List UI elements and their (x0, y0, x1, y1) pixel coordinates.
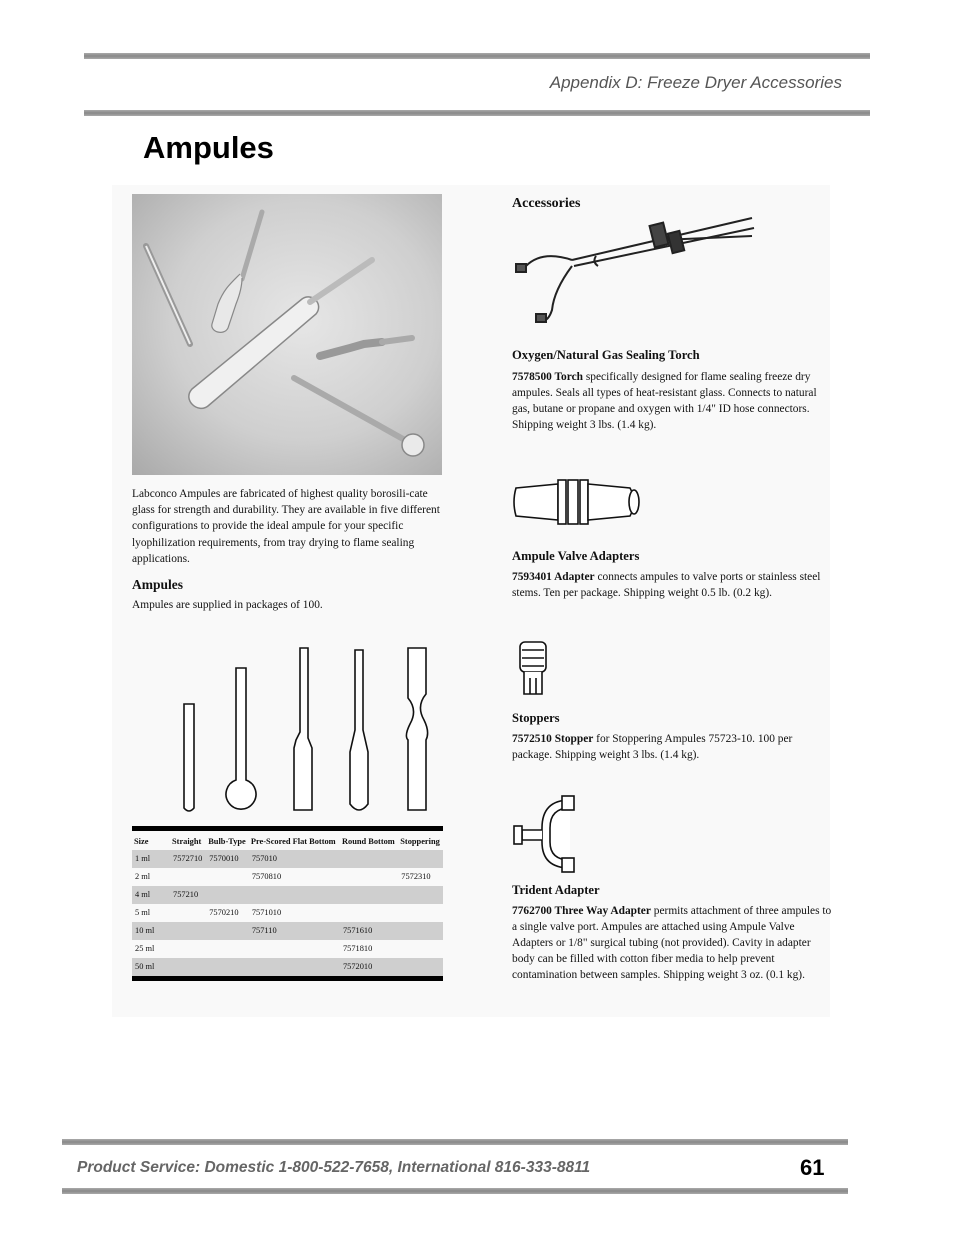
table-row (132, 868, 443, 886)
table-cell: 4 ml (132, 886, 170, 904)
table-cell (340, 850, 398, 868)
table-row (132, 886, 443, 904)
table-cell (206, 922, 249, 940)
table-cell (340, 868, 398, 886)
section-header: Appendix D: Freeze Dryer Accessories (549, 73, 842, 92)
table-cell: 757110 (249, 922, 340, 940)
sealing-torch-illustration (512, 210, 762, 335)
torch-description (512, 369, 832, 433)
table-cell: 757210 (170, 886, 206, 904)
ampule-types-illustration (132, 640, 444, 820)
table-cell: 7571810 (342, 944, 373, 953)
table-cell: 757010 (249, 850, 340, 868)
table-cell (398, 904, 443, 922)
table-cell (170, 868, 206, 886)
torch-part-number: 7578500 Torch (512, 371, 583, 383)
trident-text: permits attachment of three ampules to a single valve port. Ampules are attached using Ampule Valve Adapters or 1/8" surgical tubing (not provided). Cavity in adapter body can be filled with cotton fiber media to help prevent contamination between samples. Shipping weight 3 oz. (0.1 kg). (512, 905, 832, 981)
table-header-cell: Pre-Scored Flat Bottom (250, 837, 336, 846)
table-cell (398, 958, 443, 979)
table-cell: 7571010 (251, 908, 282, 917)
table-row (132, 850, 443, 868)
table-cell: 7570810 (251, 872, 282, 881)
table-cell: 2 ml (135, 872, 151, 881)
header-rule-bottom (84, 110, 870, 116)
table-cell (170, 940, 206, 958)
adapter-text: connects ampules to valve ports or stainless steel stems. Ten per package. Shipping weight 0.5 lb. (0.2 kg). (512, 571, 821, 599)
table-row (132, 958, 443, 979)
table-cell: 10 ml (132, 922, 170, 940)
table-cell: 5 ml (135, 908, 151, 917)
table-header-cell: Size (134, 837, 149, 846)
adapter-description (512, 569, 832, 601)
table-cell (206, 886, 249, 904)
table-row (132, 940, 443, 958)
torch-heading: Oxygen/Natural Gas Sealing Torch (512, 348, 700, 362)
table-cell (398, 886, 443, 904)
table-cell (249, 940, 340, 958)
torch-figure (512, 210, 762, 335)
stopper-figure (516, 640, 550, 700)
table-row (132, 922, 443, 940)
table-row (132, 904, 443, 922)
valve-adapter-figure (512, 476, 644, 528)
ampules-heading: Ampules (132, 577, 184, 592)
page-number: 61 (800, 1155, 825, 1180)
table-cell (340, 886, 398, 904)
table-cell (398, 850, 443, 868)
stopper-part-number: 7572510 Stopper (512, 733, 594, 745)
ampules-photo-illustration (132, 194, 442, 475)
table-header-cell: Stoppering (400, 837, 440, 846)
adapter-heading: Ampule Valve Adapters (512, 549, 640, 563)
table-header-cell: Straight (172, 837, 202, 846)
table-cell: 7572310 (401, 872, 431, 881)
footer-rule-bottom (62, 1188, 848, 1194)
table-header-row (132, 829, 443, 851)
accessories-title: Accessories (512, 196, 581, 211)
table-cell: 25 ml (135, 944, 155, 953)
trident-description (512, 903, 832, 983)
torch-text: specifically designed for flame sealing freeze dry ampules. Seals all types of heat-resistant glass. Connects to natural gas, butane or propane and oxygen with 1/4" ID hose connectors. Shipping weight 3 lbs. (1.4 kg). (512, 371, 817, 431)
trident-figure (512, 794, 578, 874)
table-cell (249, 886, 340, 904)
table-cell: 7570010 (206, 850, 249, 868)
table-cell: 7572710 (170, 850, 206, 868)
table-cell (398, 922, 443, 940)
header-rule-top (84, 53, 870, 59)
ampules-photo (132, 194, 442, 475)
trident-heading: Trident Adapter (512, 883, 600, 897)
table-header-cell: Round Bottom (341, 837, 395, 846)
table-cell (170, 922, 206, 940)
stopper-illustration (516, 640, 550, 700)
table-cell: 7571610 (340, 922, 398, 940)
ampules-table (132, 826, 443, 981)
footer-rule-top (62, 1139, 848, 1145)
valve-adapter-illustration (512, 476, 644, 528)
table-cell (170, 904, 206, 922)
table-header-cell: Bulb-Type (208, 837, 246, 846)
intro-paragraph: Labconco Ampules are fabricated of highest quality borosili-cate glass for strength and durability. They are available in five different configurations to provide the ideal ampule for your specific lyophilization requirements, from tray drying to flame sealing applications. (132, 488, 440, 565)
stopper-heading: Stoppers (512, 711, 560, 725)
stopper-text: for Stoppering Ampules 75723-10. 100 per package. Shipping weight 3 lbs. (1.4 kg). (512, 733, 793, 761)
table-cell (340, 904, 398, 922)
table-cell: 7572010 (340, 958, 398, 979)
stopper-description (512, 731, 832, 763)
product-service-text: Product Service: Domestic 1-800-522-7658, International 816-333-8811 (77, 1159, 591, 1176)
trident-part-number: 7762700 Three Way Adapter (512, 905, 651, 917)
table-cell (249, 958, 340, 979)
table-cell (206, 940, 249, 958)
table-cell: 50 ml (132, 958, 170, 979)
table-cell (398, 940, 443, 958)
table-cell (206, 958, 249, 979)
table-cell (206, 868, 249, 886)
page-title: Ampules (143, 130, 274, 165)
trident-adapter-illustration (512, 794, 578, 874)
ampule-drawings (132, 640, 444, 820)
table-cell: 7570210 (209, 908, 239, 917)
adapter-part-number: 7593401 Adapter (512, 571, 595, 583)
table-cell: 1 ml (132, 850, 170, 868)
table-cell (170, 958, 206, 979)
ampules-text: Ampules are supplied in packages of 100. (132, 599, 323, 611)
